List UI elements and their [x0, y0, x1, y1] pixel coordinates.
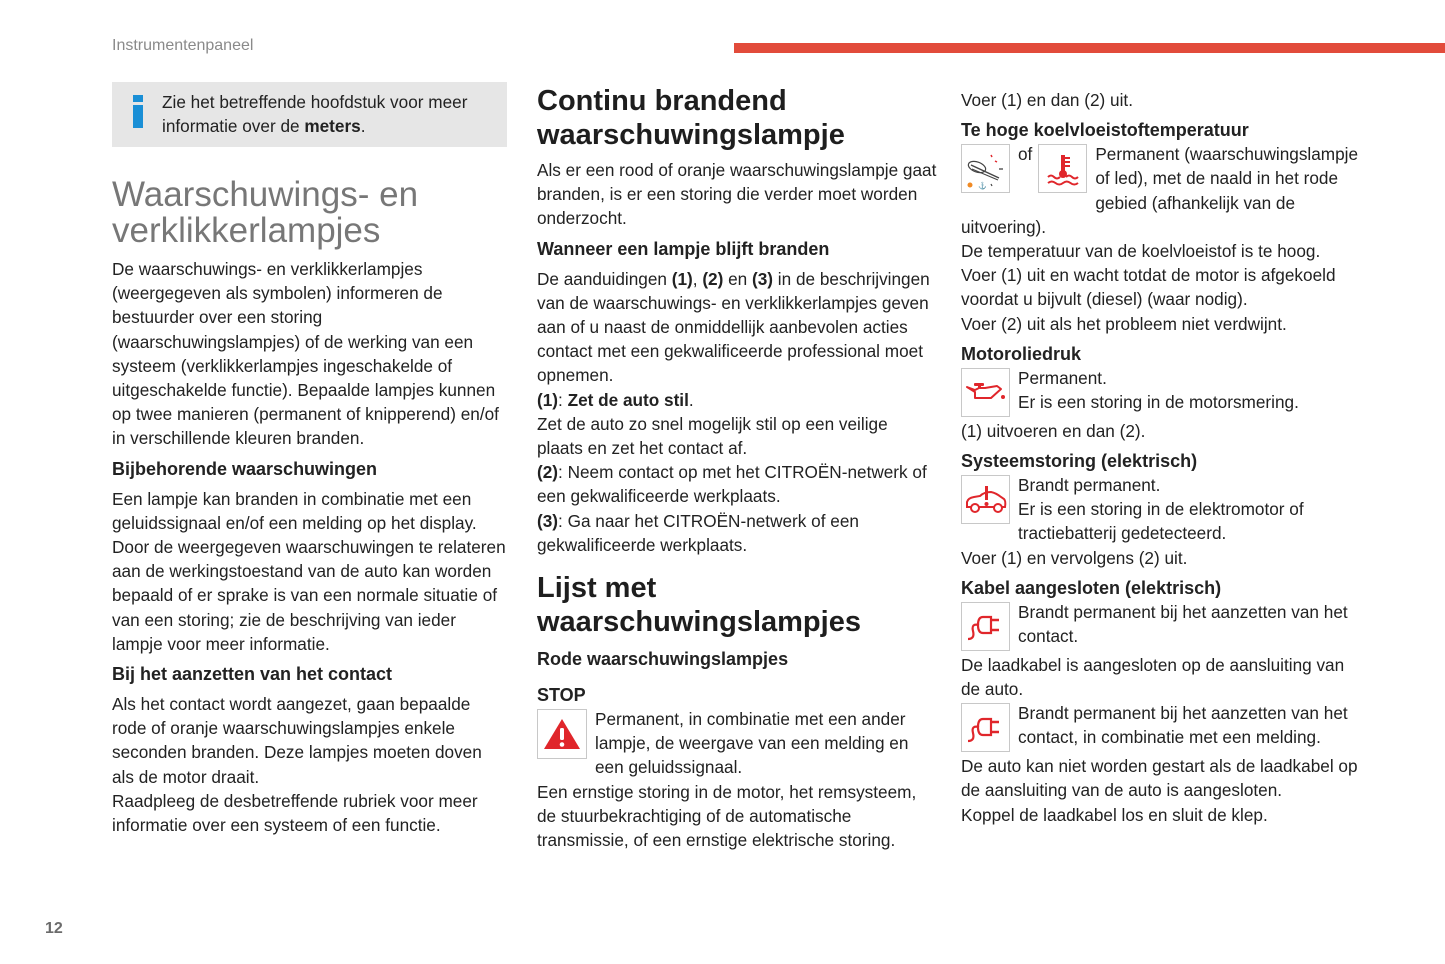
subheading-lamp-stays-on: Wanneer een lampje blijft branden — [537, 238, 830, 259]
header-accent-bar — [734, 43, 1445, 53]
coolant-text: Permanent (waarschuwingslampje of led), met de naald in het rode gebied (afhankelijk van de uitvoering). — [961, 144, 1359, 237]
cable-text-b: Brandt permanent bij het aanzetten van het contact, in combinatie met een melding. — [1018, 703, 1348, 748]
oil-text-2: Er is een storing in de motorsmering. — [1018, 392, 1299, 413]
stop-action: Voer (1) en dan (2) uit. — [961, 90, 1133, 110]
oil-heading: Motoroliedruk — [961, 343, 1081, 364]
info-icon — [133, 95, 143, 128]
column-3 — [961, 88, 1361, 827]
cable-entry-2 — [961, 701, 1361, 754]
coolant-line-1: De temperatuur van de koelvloeistof is te hoog. — [961, 241, 1321, 262]
coolant-line-2: Voer (1) uit en wacht totdat de motor is afgekoeld voordat u bijvult (diesel) (waar nodig). — [961, 265, 1336, 310]
continuous-lamp-intro: Als er een rood of oranje waarschuwingslampje gaat branden, is er een storing die verder moet worden onderzocht. — [537, 160, 937, 229]
stop-heading: STOP — [537, 685, 586, 706]
coolant-line-3: Voer (2) uit als het probleem niet verdwijnt. — [961, 313, 1287, 334]
note-bold: meters — [304, 116, 361, 137]
info-note — [112, 82, 507, 147]
cable-line-2: Koppel de laadkabel los en sluit de klep. — [961, 804, 1268, 825]
action-1-detail: Zet de auto zo snel mogelijk stil op een veilige plaats en zet het contact af. — [537, 413, 888, 459]
svg-text:⚓: ⚓ — [977, 182, 987, 190]
system-fault-entry — [961, 473, 1361, 546]
subheading-associated-warnings: Bijbehorende waarschuwingen — [112, 458, 378, 479]
system-fault-action: Voer (1) en vervolgens (2) uit. — [961, 547, 1188, 568]
coolant-temperature-icon — [1038, 144, 1087, 193]
system-fault-text-2: Er is een storing in de elektromotor of tractiebatterij gedetecteerd. — [1018, 499, 1304, 544]
action-2: (2): Neem contact op met het CITROËN-netwerk of een gekwalificeerde werkplaats. — [537, 462, 927, 507]
action-1: (1): Zet de auto stil. — [537, 389, 694, 410]
indications-paragraph: De aanduidingen (1), (2) en (3) in de beschrijvingen van de waarschuwings- en verklikkerlampjes geven aan of u naast de onmiddellijk aanbevolen acties contact met een gekwalificeerde professional moet opnemen. — [537, 268, 930, 386]
ignition-text: Als het contact wordt aangezet, gaan bepaalde rode of oranje waarschuwingslampjes enkele seconden branden. Deze lampjes moeten doven als de motor draait. — [112, 694, 482, 787]
column-1 — [112, 82, 507, 837]
running-header-title: Instrumentenpaneel — [112, 37, 254, 54]
page-number: 12 — [45, 920, 63, 937]
or-word: of — [1018, 144, 1033, 165]
oil-text: Permanent. — [1018, 367, 1107, 388]
note-text: Zie het betreffende hoofdstuk voor meer informatie over de — [162, 92, 468, 137]
system-fault-text: Brandt permanent. — [1018, 475, 1161, 496]
ignition-text-2: Raadpleeg de desbetreffende rubriek voor meer informatie over een systeem of een functie. — [112, 790, 478, 836]
stop-text: Permanent, in combinatie met een ander lampje, de weergave van een melding en een geluidssignaal. — [595, 709, 909, 778]
charging-plug-icon — [961, 703, 1010, 752]
oil-action: (1) uitvoeren en dan (2). — [961, 420, 1146, 441]
column-2 — [537, 84, 937, 852]
red-lamps-heading: Rode waarschuwingslampjes — [537, 649, 789, 670]
lamp-list-title: Lijst met waarschuwingslampjes — [537, 572, 861, 639]
continuous-lamp-title: Continu brandend waarschuwingslampje — [537, 85, 845, 151]
intro-paragraph: De waarschuwings- en verklikkerlampjes (weergegeven als symbolen) informeren de bestuurder over een storing (waarschuwingslampjes) of de werking van een systeem (verklikkerlampjes ingeschakelde of uitgeschakelde functie). Bepaalde lampjes kunnen op twee manieren (permanent of knipperend) en/of in verschillende kleuren branden. — [112, 259, 499, 449]
system-fault-heading: Systeemstoring (elektrisch) — [961, 451, 1198, 472]
associated-warnings-text: Een lampje kan branden in combinatie met een geluidssignaal en/of een melding op het display. Door de weergegeven waarschuwingen te relateren aan de werkingstoestand van de auto kan worden bepaald of er sprake is van een normale situatie of van een storing; zie de beschrijving van ieder lampje voor meer informatie. — [112, 488, 506, 654]
coolant-heading: Te hoge koelvloeistoftemperatuur — [961, 120, 1249, 141]
cable-entry-1 — [961, 600, 1361, 653]
note-end: . — [360, 116, 366, 137]
warning-triangle-icon — [537, 709, 587, 759]
temperature-gauge-icon — [961, 144, 1010, 193]
section-title: Waarschuwings- en verklikkerlampjes — [112, 175, 419, 250]
car-fault-icon — [961, 475, 1010, 524]
oil-entry — [961, 366, 1361, 419]
cable-text-after: De laadkabel is aangesloten op de aansluiting van de auto. — [961, 654, 1345, 700]
oil-can-icon — [961, 368, 1010, 417]
stop-detail: Een ernstige storing in de motor, het remsysteem, de stuurbekrachtiging of de automatische transmissie, of een ernstige elektrische storing. — [537, 781, 917, 851]
cable-line-1: De auto kan niet worden gestart als de laadkabel op de aansluiting van de auto is aangesloten. — [961, 756, 1358, 801]
cable-heading: Kabel aangesloten (elektrisch) — [961, 577, 1222, 598]
coolant-entry — [961, 142, 1361, 239]
stop-entry — [537, 707, 937, 780]
charging-plug-icon — [961, 602, 1010, 651]
action-3: (3): Ga naar het CITROËN-netwerk of een gekwalificeerde werkplaats. — [537, 510, 859, 555]
cable-text: Brandt permanent bij het aanzetten van het contact. — [1018, 601, 1348, 647]
subheading-ignition: Bij het aanzetten van het contact — [112, 664, 393, 685]
